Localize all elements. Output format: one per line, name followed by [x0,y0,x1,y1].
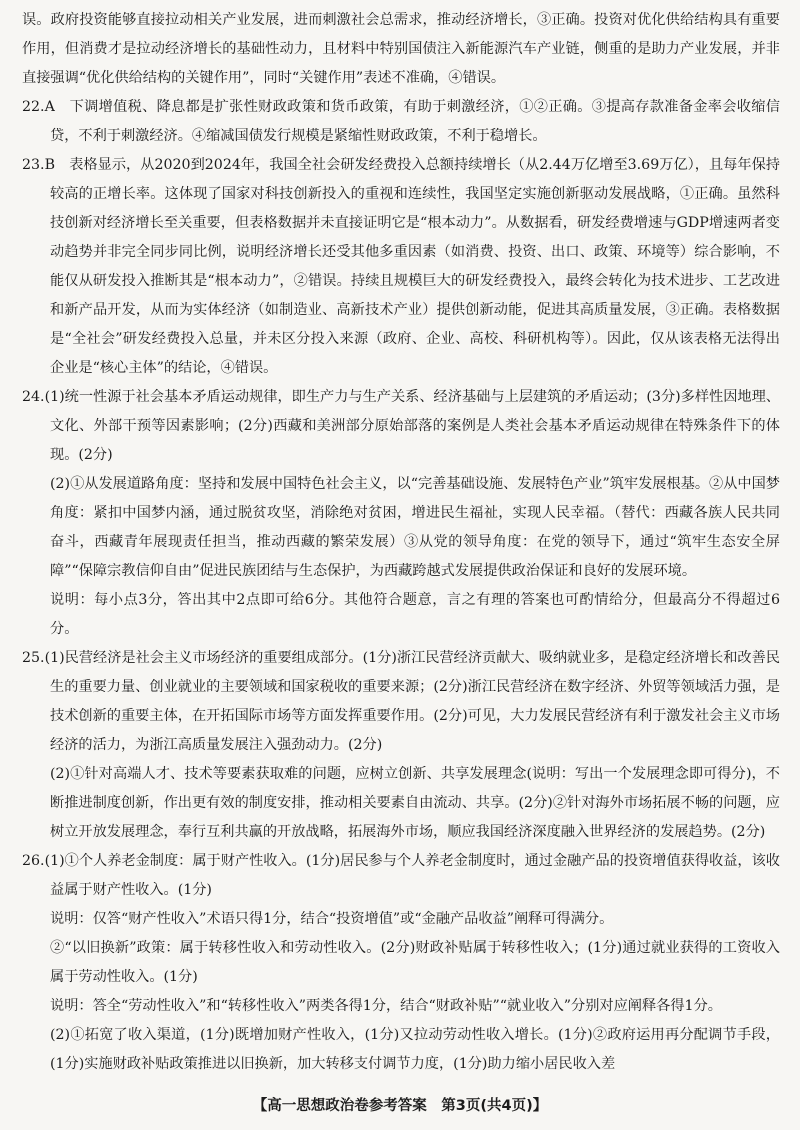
answer-25-part-1: 25.(1)民营经济是社会主义市场经济的重要组成部分。(1分)浙江民营经济贡献大、吸纳就业多，是稳定经济增长和改善民生的重要力量、创业就业的主要领域和国家税收的重要来源；(2分)浙江民营经济在数字经济、外贸等领域活力强，是技术创新的重要主体，在开拓国际市场等方面发挥重要作用。(2分)可见，大力发展民营经济有利于激发社会主义市场经济的活力，为浙江高质量发展注入强劲动力。(2分) [22,650,780,753]
answer-26-part-2: (2)①拓宽了收入渠道，(1分)既增加财产性收入，(1分)又拉动劳动性收入增长。(1分)②政府运用再分配调节手段，(1分)实施财政补贴政策推进以旧换新，加大转移支付调节力度，(1分)助力缩小居民收入差 [50,1027,780,1072]
answer-26-note-1: 说明：仅答“财产性收入”术语只得1分，结合“投资增值”或“金融产品收益”阐释可得满分。 [50,911,614,927]
answer-26-item-2: ②“以旧换新”政策：属于转移性收入和劳动性收入。(2分)财政补贴属于转移性收入；(1分)通过就业获得的工资收入属于劳动性收入。(1分) [50,940,780,985]
answer-21-continued: 误。政府投资能够直接拉动相关产业发展，进而刺激社会总需求，推动经济增长，③正确。投资对优化供给结构具有重要作用，但消费才是拉动经济增长的基础性动力，且材料中特别国债注入新能源汽车产业链，侧重的是助力产业发展，并非直接强调“优化供给结构的关键作用”，同时“关键作用”表述不准确，④错误。 [22,12,780,86]
answer-25-part-2: (2)①针对高端人才、技术等要素获取难的问题，应树立创新、共享发展理念(说明：写出一个发展理念即可得分)，不断推进制度创新，作出更有效的制度安排，推动相关要素自由流动、共享。(2分)②针对海外市场拓展不畅的问题，应树立开放发展理念，奉行互利共赢的开放战略，拓展海外市场，顺应我国经济深度融入世界经济的发展趋势。(2分) [50,766,780,840]
answer-23: 23.B 表格显示，从2020到2024年，我国全社会研发经费投入总额持续增长（从2.44万亿增至3.69万亿），且每年保持较高的正增长率。这体现了国家对科技创新投入的重视和连续性，我国坚定实施创新驱动发展战略，①正确。虽然科技创新对经济增长至关重要，但表格数据并未直接证明它是“根本动力”。从数据看，研发经费增速与GDP增速两者变动趋势并非完全同步同比例，说明经济增长还受其他多重因素（如消费、投资、出口、政策、环境等）综合影响，不能仅从研发投入推断其是“根本动力”，②错误。持续且规模巨大的研发经费投入，最终会转化为技术进步、工艺改进和新产品开发，从而为实体经济（如制造业、高新技术产业）提供创新动能，促进其高质量发展，③正确。表格数据是“全社会”研发经费投入总量，并未区分投入来源（政府、企业、高校、科研机构等）。因此，仅从该表格无法得出企业是“核心主体”的结论，④错误。 [22,157,780,376]
answer-26-note-2: 说明：答全“劳动性收入”和“转移性收入”两类各得1分，结合“财政补贴”“就业收入”分别对应阐释各得1分。 [50,998,722,1014]
page-footer: 【高一思想政治卷参考答案 第3页(共4页)】 [252,1098,548,1114]
answer-26-part-1: 26.(1)①个人养老金制度：属于财产性收入。(1分)居民参与个人养老金制度时，通过金融产品的投资增值获得收益，该收益属于财产性收入。(1分) [22,853,780,898]
answer-22: 22.A 下调增值税、降息都是扩张性财政政策和货币政策，有助于刺激经济，①②正确。③提高存款准备金率会收缩信贷，不利于刺激经济。④缩减国债发行规模是紧缩性财政政策，不利于稳增长。 [22,99,780,144]
answer-content [22,6,780,1079]
answer-24-note: 说明：每小点3分，答出其中2点即可给6分。其他符合题意，言之有理的答案也可酌情给分，但最高分不得超过6分。 [50,592,780,637]
answer-24-part-2: (2)①从发展道路角度：坚持和发展中国特色社会主义，以“完善基础设施、发展特色产业”筑牢发展根基。②从中国梦角度：紧扣中国梦内涵，通过脱贫攻坚，消除绝对贫困，增进民生福祉，实现人民幸福。（替代：西藏各族人民共同奋斗，西藏青年展现责任担当，推动西藏的繁荣发展）③从党的领导角度：在党的领导下，通过“筑牢生态安全屏障”“保障宗教信仰自由”促进民族团结与生态保护，为西藏跨越式发展提供政治保证和良好的发展环境。 [50,476,780,579]
answer-24-part-1: 24.(1)统一性源于社会基本矛盾运动规律，即生产力与生产关系、经济基础与上层建筑的矛盾运动；(3分)多样性因地理、文化、外部干预等因素影响；(2分)西藏和美洲部分原始部落的案例是人类社会基本矛盾运动规律在特殊条件下的体现。(2分) [22,389,780,463]
